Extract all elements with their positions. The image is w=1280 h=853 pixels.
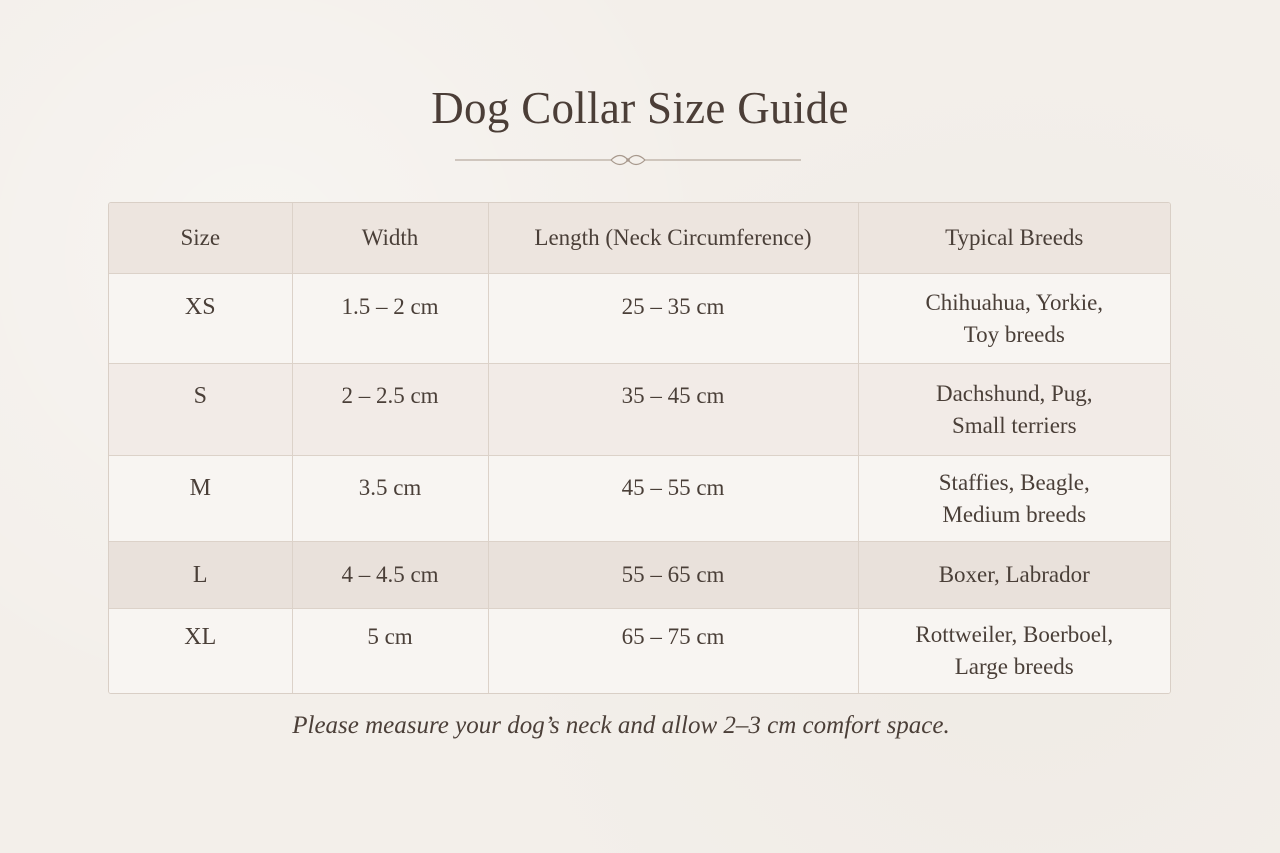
width-cell: 1.5 – 2 cm xyxy=(292,274,488,364)
breeds-cell xyxy=(858,274,1170,364)
size-table xyxy=(108,202,1171,694)
breeds-cell xyxy=(858,456,1170,542)
width-cell: 5 cm xyxy=(292,609,488,694)
size-cell: S xyxy=(109,364,292,456)
page-title: Dog Collar Size Guide xyxy=(431,83,849,133)
breeds-line: Toy breeds xyxy=(963,321,1065,347)
size-cell: XS xyxy=(109,274,292,364)
breeds-line: Small terriers xyxy=(951,412,1077,438)
table-row xyxy=(109,364,1170,456)
size-cell: M xyxy=(109,456,292,542)
breeds-line: Large breeds xyxy=(954,654,1074,680)
table-row xyxy=(109,274,1170,364)
divider-ornament-icon xyxy=(455,150,801,170)
length-cell: 25 – 35 cm xyxy=(488,274,858,364)
breeds-cell xyxy=(858,364,1170,456)
length-cell: 45 – 55 cm xyxy=(488,456,858,542)
header-width: Width xyxy=(292,203,488,274)
measurement-note: Please measure your dog’s neck and allow 2–3 cm comfort space. xyxy=(292,712,950,739)
header-breeds: Typical Breeds xyxy=(858,203,1170,274)
size-cell: L xyxy=(109,542,292,609)
header-length: Length (Neck Circumference) xyxy=(488,203,858,274)
breeds-cell xyxy=(858,609,1170,694)
breeds-line: Dachshund, Pug, xyxy=(935,380,1093,406)
breeds-cell xyxy=(858,542,1170,609)
width-cell: 3.5 cm xyxy=(292,456,488,542)
width-cell: 2 – 2.5 cm xyxy=(292,364,488,456)
breeds-line: Rottweiler, Boerboel, xyxy=(915,622,1114,648)
breeds-line: Staffies, Beagle, xyxy=(938,469,1090,495)
table-row xyxy=(109,456,1170,542)
length-cell: 35 – 45 cm xyxy=(488,364,858,456)
table-header-row xyxy=(109,203,1170,274)
table-row xyxy=(109,609,1170,694)
breeds-line: Medium breeds xyxy=(942,501,1087,527)
header-size: Size xyxy=(109,203,292,274)
breeds-line: Boxer, Labrador xyxy=(938,562,1090,587)
size-cell: XL xyxy=(109,609,292,694)
table-row-highlighted xyxy=(109,542,1170,609)
length-cell: 65 – 75 cm xyxy=(488,609,858,694)
length-cell: 55 – 65 cm xyxy=(488,542,858,609)
width-cell: 4 – 4.5 cm xyxy=(292,542,488,609)
breeds-line: Chihuahua, Yorkie, xyxy=(925,289,1104,315)
